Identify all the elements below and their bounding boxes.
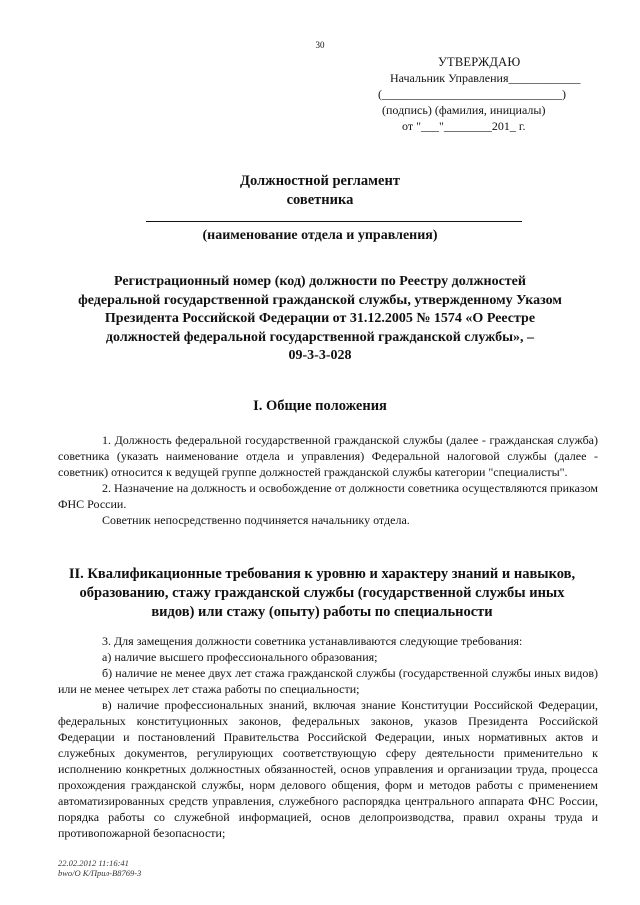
- approval-signature-caption: (подпись) (фамилия, инициалы): [382, 103, 546, 117]
- document-title-line-2: советника: [286, 192, 354, 208]
- footer-timestamp: 22.02.2012 11:16:41: [58, 858, 129, 868]
- dept-caption: (наименование отдела и управления): [202, 228, 438, 243]
- registration-line: должностей федеральной государственной гражданской службы», –: [105, 329, 535, 345]
- dept-underline: [146, 221, 522, 222]
- section-2-heading-line: образованию, стажу гражданской службы (государственной службы иных: [79, 585, 565, 601]
- paragraph: б) наличие не менее двух лет стажа гражданской службы (государственной службы иных видов) или не менее четырех лет стажа работы по специальности;: [58, 666, 598, 696]
- registration-line: федеральной государственной гражданской службы, утвержденному Указом: [78, 292, 562, 308]
- paragraph: 3. Для замещения должности советника устанавливаются следующие требования:: [102, 634, 523, 648]
- approval-date-line: от "___"________201_ г.: [402, 119, 526, 133]
- document-title-line-1: Должностной регламент: [240, 173, 400, 189]
- registration-code: 09-3-3-028: [288, 348, 352, 363]
- section-2-body: [58, 633, 598, 841]
- registration-line: Регистрационный номер (код) должности по Реестру должностей: [114, 274, 526, 289]
- paragraph: 1. Должность федеральной государственной гражданской службы (далее - гражданская служба) советника (указать наименование отдела и управления) Федеральной налоговой службы (далее - советник) относится к ведущей группе должностей гражданской службы категории "специалисты".: [58, 433, 598, 479]
- section-2-heading-line: II. Квалификационные требования к уровню и характеру знаний и навыков,: [68, 566, 576, 582]
- approval-position-line: Начальник Управления____________: [390, 71, 581, 85]
- approval-signature-line: (______________________________): [378, 87, 566, 101]
- section-1-body: [58, 432, 598, 528]
- approval-block: [372, 54, 592, 134]
- paragraph: в) наличие профессиональных знаний, включая знание Конституции Российской Федерации, федеральных конституционных законов, федеральных законов, указов Президента Российской Федерации и постановлений Правительства Российской Федерации, иных нормативных актов и служебных документов, регулирующих соответствующую сферу деятельности применительно к исполнению конкретных должностных обязанностей, основ управления и организации труда, процесса прохождения гражданской службы, норм делового общения, форм и методов работы с применением автоматизированных средств управления, служебного распорядка центрального аппарата ФНС России, порядка работы со служебной информацией, основ делопроизводства, правил охраны труда и противопожарной безопасности;: [58, 698, 598, 840]
- approval-title: УТВЕРЖДАЮ: [438, 55, 521, 69]
- registration-block: [60, 273, 580, 366]
- registration-line: Президента Российской Федерации от 31.12.2005 № 1574 «О Реестре: [104, 311, 536, 326]
- section-2-heading-line: видов) или стажу (опыту) работы по специальности: [151, 604, 493, 620]
- paragraph: Советник непосредственно подчиняется начальнику отдела.: [102, 513, 410, 527]
- paragraph: а) наличие высшего профессионального образования;: [102, 650, 378, 664]
- document-title: [40, 172, 600, 210]
- page-number: 30: [315, 40, 325, 50]
- section-1-heading: I. Общие положения: [253, 398, 387, 414]
- footer-stamp: [58, 858, 141, 878]
- section-2-heading: [46, 565, 598, 622]
- footer-file-ref: bwo/O K/Прил-B8769-3: [58, 868, 142, 878]
- paragraph: 2. Назначение на должность и освобождение от должности советника осуществляются приказом ФНС России.: [58, 481, 598, 511]
